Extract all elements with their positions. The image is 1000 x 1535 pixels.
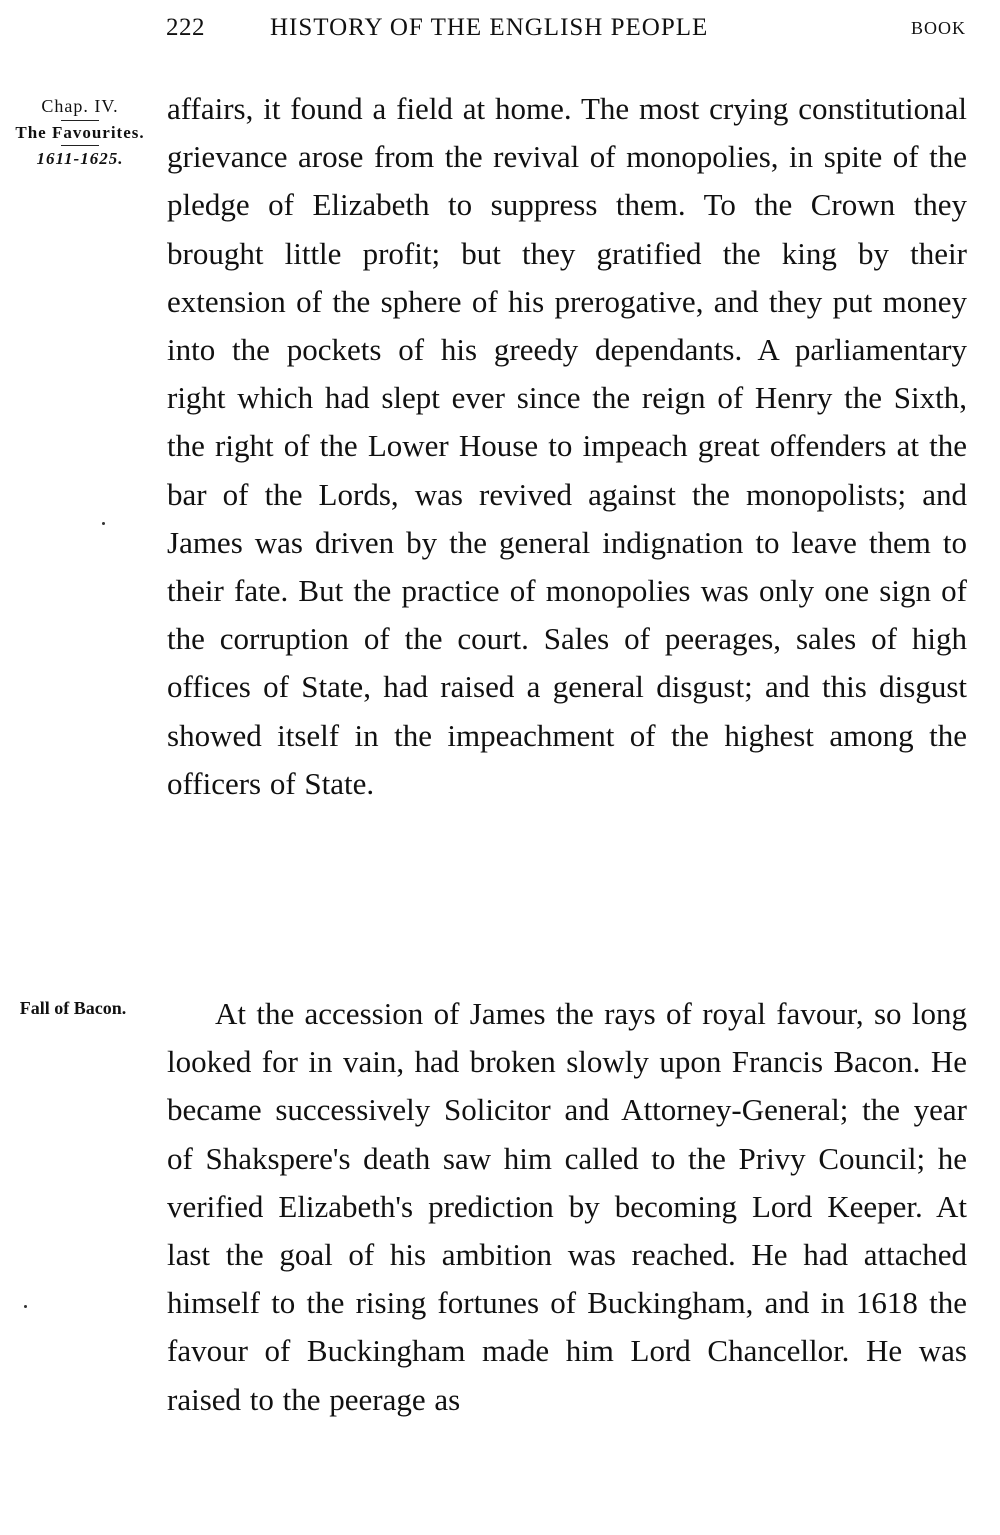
body-paragraph-2: At the accession of James the rays of royal favour, so long looked for in vain, had broken slowly upon Francis Bacon. He became successively Solicitor and Attorney-General; the year of Shakspere's death saw him called to the Privy Council; he verified Elizabeth's prediction by becoming Lord Keeper. At last the goal of his ambition was reached. He had attached himself to the rising fortunes of Buckingham, and in 1618 the favour of Buckingham made him Lord Chancellor. He was raised to the peerage as <box>167 996 967 1417</box>
section-title: The Favourites. <box>15 123 145 142</box>
page-header <box>166 14 966 54</box>
section-dates: 1611-1625. <box>36 149 124 168</box>
margin-rule-bottom <box>61 145 99 146</box>
stray-mark <box>24 1305 27 1308</box>
stray-mark <box>102 522 105 525</box>
body-paragraph-1: affairs, it found a field at home. The most crying constitutional grievance arose from the revival of monopolies, in spite of the pledge of Elizabeth to suppress them. To the Crown they brought little profit; but they gratified the king by their extension of the sphere of his prerogative, and they put money into the pockets of his greedy dependants. A parliamentary right which had slept ever since the reign of Henry the Sixth, the right of the Lower House to impeach great offenders at the bar of the Lords, was revived against the monopolists; and James was driven by the general indignation to leave them to their fate. But the practice of monopolies was only one sign of the corruption of the court. Sales of peerages, sales of high offices of State, had raised a general disgust; and this disgust showed itself in the impeachment of the highest among the officers of State. <box>167 91 967 801</box>
margin-note-fall-of-bacon: Fall of Bacon. <box>19 998 127 1018</box>
chapter-label: Chap. IV. <box>41 96 119 116</box>
page-number: 222 <box>166 14 205 41</box>
margin-note-chapter <box>10 96 150 169</box>
running-title: HISTORY OF THE ENGLISH PEOPLE <box>270 14 709 41</box>
margin-rule-top <box>61 120 99 121</box>
book-label: BOOK <box>910 18 966 38</box>
